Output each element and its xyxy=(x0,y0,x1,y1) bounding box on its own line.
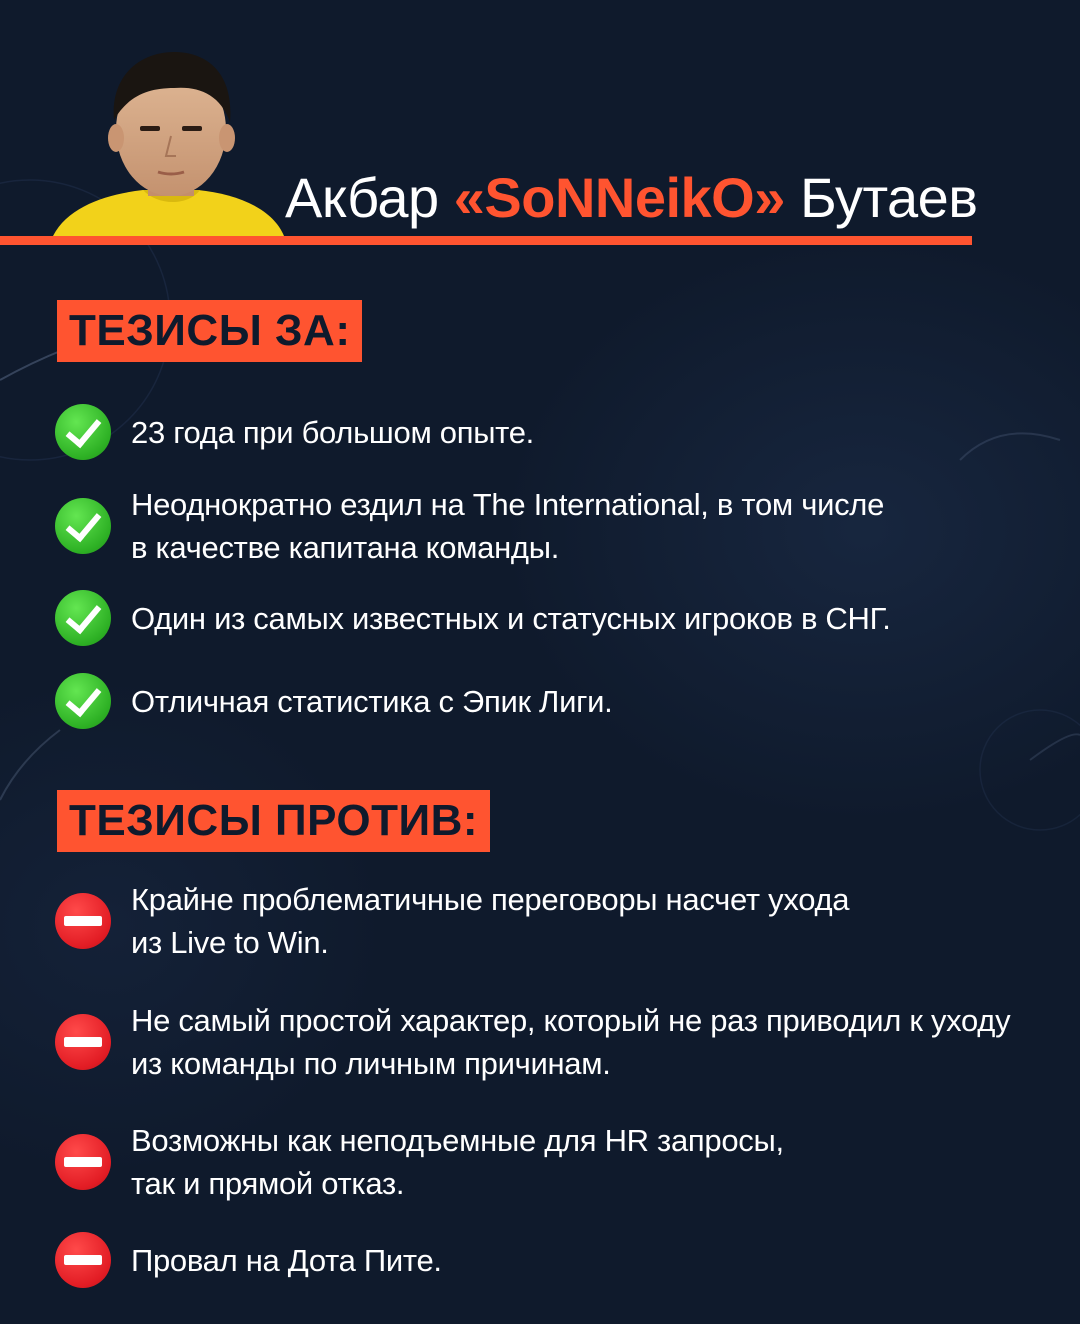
con-item-line: из команды по личным причинам. xyxy=(131,1046,611,1081)
check-icon xyxy=(55,404,111,460)
con-item-line: так и прямой отказ. xyxy=(131,1166,405,1201)
pro-item xyxy=(55,590,1055,646)
con-item-line: Провал на Дота Пите. xyxy=(131,1242,442,1278)
con-item-text xyxy=(131,878,849,964)
con-item-line: Не самый простой характер, который не раз приводил к уходу xyxy=(131,1003,1011,1038)
pros-heading: ТЕЗИСЫ ЗА: xyxy=(57,300,362,362)
pro-item-text xyxy=(131,483,884,569)
cons-heading: ТЕЗИСЫ ПРОТИВ: xyxy=(57,790,490,852)
no-entry-icon xyxy=(55,893,111,949)
pro-item xyxy=(55,404,1055,460)
pro-item-line: 23 года при большом опыте. xyxy=(131,414,534,450)
con-item xyxy=(55,1119,1055,1205)
check-icon xyxy=(55,673,111,729)
con-item xyxy=(55,999,1055,1085)
no-entry-icon xyxy=(55,1134,111,1190)
con-item-line: из Live to Win. xyxy=(131,925,329,960)
con-item-text xyxy=(131,1119,784,1205)
header-divider xyxy=(0,236,972,245)
pro-item xyxy=(55,483,1055,569)
player-first-name: Акбар xyxy=(285,166,439,229)
check-icon xyxy=(55,590,111,646)
pro-item-line: Неоднократно ездил на The International, в том числе xyxy=(131,487,885,522)
pro-item-text xyxy=(131,597,891,640)
con-item-line: Крайне проблематичные переговоры насчет ухода xyxy=(131,882,850,917)
pro-item-text xyxy=(131,411,534,454)
pro-item-text xyxy=(131,680,612,723)
con-item xyxy=(55,878,1055,964)
pro-item-line: в качестве капитана команды. xyxy=(131,530,560,565)
pro-item-line: Отличная статистика с Эпик Лиги. xyxy=(131,683,613,719)
con-item xyxy=(55,1232,1055,1288)
pro-item-line: Один из самых известных и статусных игроков в СНГ. xyxy=(131,600,891,636)
no-entry-icon xyxy=(55,1014,111,1070)
player-last-name: Бутаев xyxy=(799,166,978,229)
check-icon xyxy=(55,498,111,554)
con-item-text xyxy=(131,999,1010,1085)
con-item-line: Возможны как неподъемные для HR запросы, xyxy=(131,1123,784,1158)
player-portrait-icon xyxy=(48,44,288,236)
player-name xyxy=(285,160,978,236)
no-entry-icon xyxy=(55,1232,111,1288)
pro-item xyxy=(55,673,1055,729)
con-item-text xyxy=(131,1239,442,1282)
player-nickname: «SoNNeikO» xyxy=(453,166,785,229)
